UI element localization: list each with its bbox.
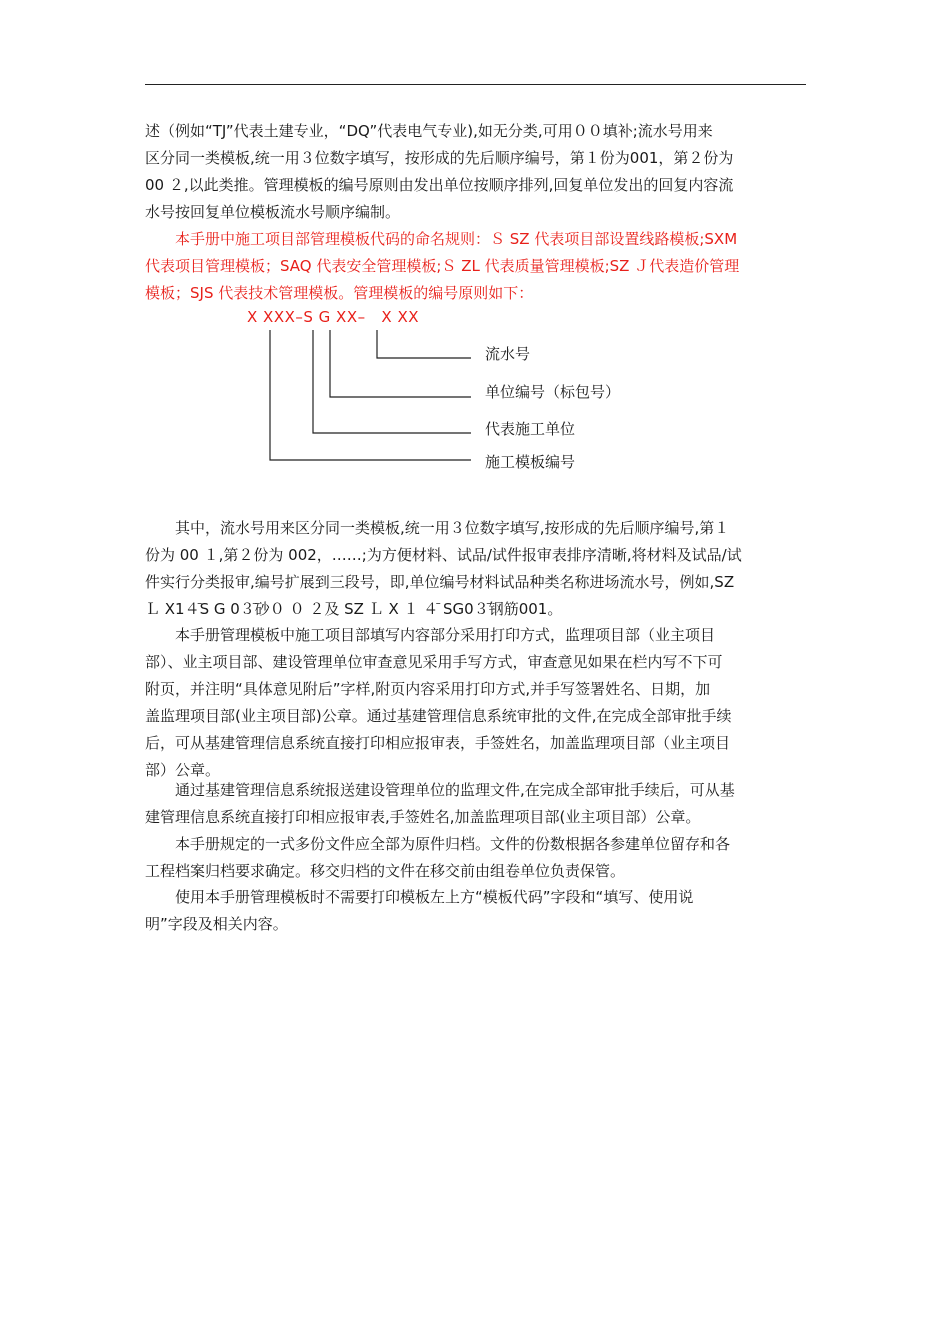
- text-line: 其中，流水号用来区分同一类模板,统一用３位数字填写,按形成的先后顺序编号,第１: [145, 519, 730, 537]
- text-line: 区分同一类模板,统一用３位数字填写，按形成的先后顺序编号，第１份为001，第２份为: [145, 149, 734, 167]
- numbering-code: X XXX–S G XX– X XX: [247, 308, 420, 326]
- label-unit-code: 单位编号（标包号）: [485, 383, 621, 401]
- text-line: 工程档案归档要求确定。移交归档的文件在移交前由组卷单位负责保管。: [145, 862, 626, 880]
- text-line: 部）、业主项目部、建设管理单位审查意见采用手写方式，审查意见如果在栏内写不下可: [145, 653, 723, 671]
- text-line: 模板；SJS 代表技术管理模板。管理模板的编号原则如下：: [145, 284, 534, 302]
- label-contractor: 代表施工单位: [485, 420, 576, 438]
- numbering-diagram: [0, 0, 950, 500]
- text-line: 明”字段及相关内容。: [145, 915, 288, 933]
- text-line: 附页，并注明“具体意见附后”字样,附页内容采用打印方式,并手写签署姓名、日期，加: [145, 680, 711, 698]
- text-line: 使用本手册管理模板时不需要打印模板左上方“模板代码”字段和“填写、使用说: [145, 888, 694, 906]
- text-line: 部）公章。: [145, 761, 221, 779]
- paragraph-fill-method: [145, 622, 806, 784]
- paragraph-serial-rule: [145, 515, 806, 623]
- text-line: 述（例如“TJ”代表土建专业，“DQ”代表电气专业),如无分类,可用００填补;流水号用来: [145, 122, 713, 140]
- leader-line-template: [270, 330, 471, 460]
- paragraph-archiving: [145, 831, 806, 885]
- text-line: 后，可从基建管理信息系统直接打印相应报审表，手签姓名，加盖监理项目部（业主项目: [145, 734, 731, 752]
- paragraph-printing-note: [145, 884, 806, 938]
- text-line: 建管理信息系统直接打印相应报审表,手签姓名,加盖监理项目部(业主项目部）公章。: [145, 808, 701, 826]
- label-serial: 流水号: [485, 345, 531, 363]
- text-line: 本手册规定的一式多份文件应全部为原件归档。文件的份数根据各参建单位留存和各: [145, 835, 731, 853]
- text-line: 代表项目管理模板；SAQ 代表安全管理模板;Ｓ ZL 代表质量管理模板;SZ Ｊ代表造价管理: [145, 257, 740, 275]
- leader-line-unit: [330, 330, 471, 397]
- leader-line-contractor: [313, 330, 471, 433]
- text-line: Ｌ X1４̄S G 0３̄砂０ ０ ２及 SZ Ｌ X １ ４̄ SG0３̄钢筋001。: [145, 600, 563, 618]
- text-line: 本手册管理模板中施工项目部填写内容部分采用打印方式，监理项目部（业主项目: [145, 626, 716, 644]
- leader-line-serial: [377, 330, 471, 358]
- text-line: 00 ２,以此类推。管理模板的编号原则由发出单位按顺序排列,回复单位发出的回复内容流: [145, 176, 734, 194]
- paragraph-supervision-files: [145, 777, 806, 831]
- text-line: 件实行分类报审,编号扩展到三段号，即,单位编号材料试品种类名称进场流水号，例如,SZ: [145, 573, 735, 591]
- text-line: 水号按回复单位模板流水号顺序编制。: [145, 203, 401, 221]
- text-line: 本手册中施工项目部管理模板代码的命名规则：Ｓ SZ 代表项目部设置线路模板;SXM: [145, 230, 738, 248]
- text-line: 盖监理项目部(业主项目部)公章。通过基建管理信息系统审批的文件,在完成全部审批手续: [145, 707, 732, 725]
- text-line: 份为 00 １,第２份为 002，……;为方便材料、试品/试件报审表排序清晰,将材料及试品/试: [145, 546, 742, 564]
- label-template-no: 施工模板编号: [485, 453, 576, 471]
- text-line: 通过基建管理信息系统报送建设管理单位的监理文件,在完成全部审批手续后，可从基: [145, 781, 735, 799]
